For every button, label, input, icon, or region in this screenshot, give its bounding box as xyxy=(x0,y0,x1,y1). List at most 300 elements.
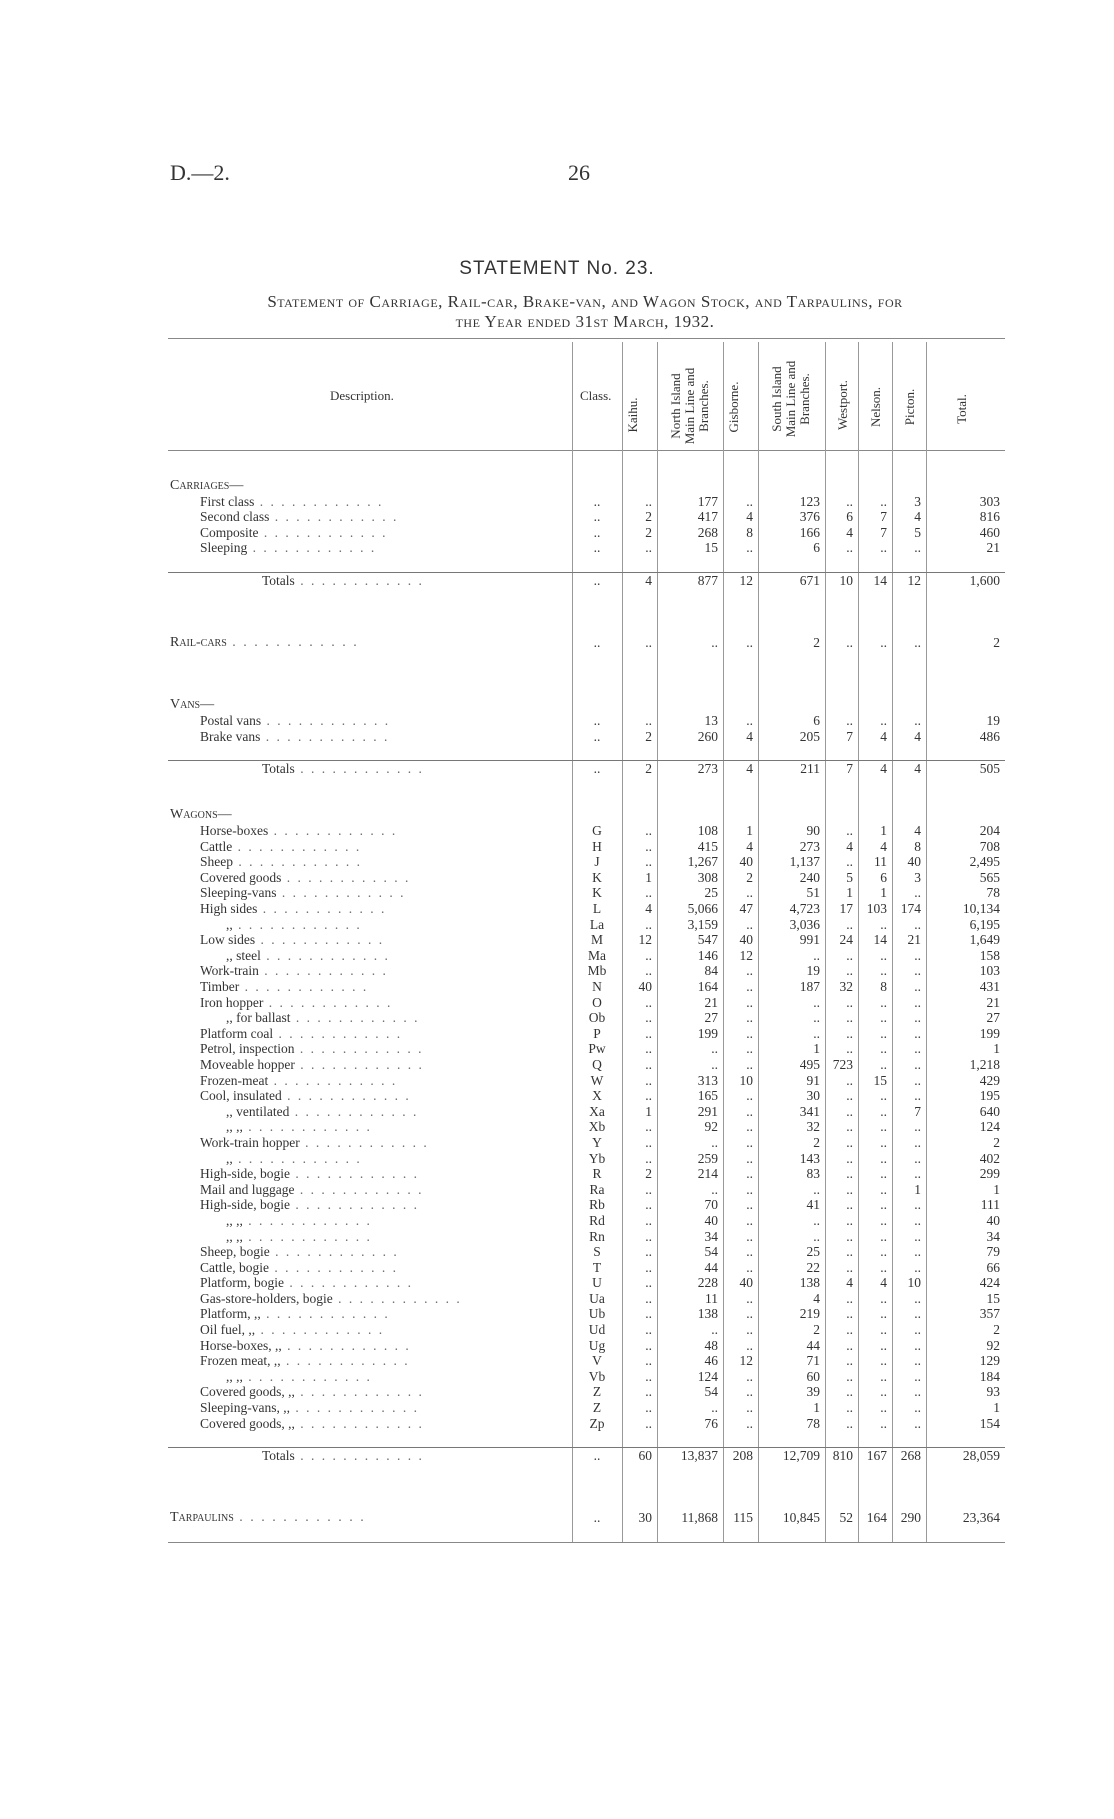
leader-dots: . . . . . . . . . . . . xyxy=(294,760,424,776)
south-island-cell: 205 xyxy=(799,728,820,744)
table-row xyxy=(168,1151,1005,1167)
picton-cell: .. xyxy=(914,1056,921,1072)
description-label: Timber xyxy=(200,979,240,994)
description-label: Moveable hopper xyxy=(200,1056,295,1072)
table-row xyxy=(168,901,1005,917)
south-island-cell: 341 xyxy=(799,1103,820,1119)
class-cell: J xyxy=(594,854,600,870)
westport-cell: 810 xyxy=(825,1447,858,1463)
description-label: Petrol, inspection xyxy=(200,1041,295,1057)
description-cell xyxy=(168,525,572,541)
picton-cell: .. xyxy=(914,1368,921,1384)
south-island-cell: 1 xyxy=(813,1041,820,1057)
north-island-cell: 1,267 xyxy=(687,854,718,870)
north-island-cell: 11 xyxy=(705,1290,718,1306)
north-island-cell: 44 xyxy=(704,1259,718,1275)
class-cell: .. xyxy=(593,634,601,650)
nelson-cell: 4 xyxy=(880,838,887,854)
class-cell: H xyxy=(592,838,602,854)
picton-cell: .. xyxy=(914,885,921,901)
class-cell: M xyxy=(590,932,603,948)
picton-cell: .. xyxy=(914,979,921,994)
gisborne-cell: 208 xyxy=(723,1447,758,1463)
north-island-cell: 164 xyxy=(697,979,718,994)
gisborne-cell: 8 xyxy=(746,524,753,540)
kaihu-cell xyxy=(622,697,657,713)
south-island-cell: .. xyxy=(813,947,820,963)
south-island-cell: 2 xyxy=(813,1322,820,1338)
nelson-cell: .. xyxy=(880,1056,887,1072)
class-cell: V xyxy=(592,1353,602,1369)
south-island-cell: 60 xyxy=(806,1368,820,1384)
total-cell: 565 xyxy=(979,869,1000,885)
north-island-cell: 5,066 xyxy=(687,901,718,917)
nelson-cell: 4 xyxy=(858,760,892,776)
westport-cell: .. xyxy=(846,712,853,728)
description-cell xyxy=(168,807,572,823)
nelson-cell: 7 xyxy=(880,509,887,525)
picton-cell: .. xyxy=(914,1415,921,1431)
leader-dots: . . . . . . . . . . . . xyxy=(290,1197,419,1213)
class-cell: Xa xyxy=(589,1103,605,1119)
north-island-cell: 273 xyxy=(657,760,723,776)
gisborne-cell: .. xyxy=(746,1056,753,1072)
class-cell: Ob xyxy=(588,1010,606,1026)
nelson-cell: .. xyxy=(880,1119,887,1135)
picton-cell: .. xyxy=(914,1290,921,1306)
kaihu-cell: .. xyxy=(645,1228,652,1244)
south-island-cell: 41 xyxy=(806,1197,820,1213)
north-island-header-line-3: Branches. xyxy=(696,380,711,432)
class-cell: K xyxy=(592,869,602,885)
kaihu-cell: .. xyxy=(645,823,652,839)
class-cell: Ra xyxy=(589,1181,605,1197)
westport-cell xyxy=(825,697,858,713)
south-island-cell: 4,723 xyxy=(789,901,820,917)
picton-cell: .. xyxy=(914,1166,921,1182)
class-cell: Z xyxy=(592,1400,602,1416)
south-island-cell: 211 xyxy=(758,760,825,776)
kaihu-cell: .. xyxy=(645,854,652,870)
south-island-cell: 671 xyxy=(758,572,825,588)
section-row xyxy=(168,478,1005,494)
westport-cell: .. xyxy=(846,1103,853,1119)
westport-cell: 24 xyxy=(839,932,853,948)
westport-cell: .. xyxy=(846,1400,853,1416)
spacer-row xyxy=(168,619,1005,635)
westport-cell: .. xyxy=(846,1306,853,1322)
south-island-cell: 495 xyxy=(799,1056,820,1072)
nelson-cell: .. xyxy=(880,1134,887,1150)
description-label: Horse-boxes, ,, xyxy=(200,1337,282,1353)
total-cell: 129 xyxy=(979,1353,1000,1369)
south-island-cell: 10,845 xyxy=(782,1510,820,1526)
class-cell: .. xyxy=(593,540,601,556)
leader-dots: . . . . . . . . . . . . xyxy=(232,1150,362,1166)
description-cell xyxy=(168,1057,572,1073)
kaihu-cell: .. xyxy=(645,1197,652,1213)
gisborne-cell xyxy=(723,478,758,494)
table-row xyxy=(168,917,1005,933)
picton-cell: 4 xyxy=(914,728,921,744)
north-island-cell: 199 xyxy=(697,1025,718,1041)
kaihu-cell: 12 xyxy=(638,932,652,948)
north-island-cell: .. xyxy=(711,634,718,650)
nelson-cell: .. xyxy=(880,712,887,728)
total-cell xyxy=(926,697,1005,713)
westport-cell: 17 xyxy=(839,901,853,917)
westport-cell: .. xyxy=(846,1415,853,1431)
leader-dots: . . . . . . . . . . . . xyxy=(258,524,388,540)
description-label: Platform, ,, xyxy=(200,1306,261,1322)
south-island-header-line-3: Branches. xyxy=(797,373,812,425)
south-island-cell: 3,036 xyxy=(789,916,820,932)
spacer-cell xyxy=(168,556,1005,572)
table-row xyxy=(168,823,1005,839)
gisborne-cell xyxy=(723,697,758,713)
leader-dots: . . . . . . . . . . . . xyxy=(280,1353,410,1369)
south-island-cell xyxy=(758,697,825,713)
leader-dots: . . . . . . . . . . . . xyxy=(242,1119,372,1135)
class-cell: Pw xyxy=(588,1041,606,1057)
total-cell: 429 xyxy=(979,1072,1000,1088)
nelson-cell: .. xyxy=(880,1228,887,1244)
class-cell: Rn xyxy=(589,1228,605,1244)
leader-dots: . . . . . . . . . . . . xyxy=(289,1103,419,1119)
table-row xyxy=(168,1197,1005,1213)
kaihu-cell: .. xyxy=(645,1275,652,1291)
gisborne-cell: .. xyxy=(746,1228,753,1244)
south-island-cell: 2 xyxy=(813,634,820,650)
description-label: Covered goods, ,, xyxy=(200,1384,295,1400)
westport-cell: .. xyxy=(846,1244,853,1260)
gisborne-cell: .. xyxy=(746,634,753,650)
description-cell xyxy=(168,1384,572,1400)
south-island-cell: 143 xyxy=(799,1150,820,1166)
page-number: 26 xyxy=(568,160,590,185)
leader-dots: . . . . . . . . . . . . xyxy=(294,1415,424,1431)
picton-cell: .. xyxy=(914,1306,921,1322)
south-island-cell: 4 xyxy=(813,1290,820,1306)
spacer-row xyxy=(168,666,1005,682)
leader-dots: . . . . . . . . . . . . xyxy=(242,1368,372,1384)
table-row xyxy=(168,932,1005,948)
westport-cell: .. xyxy=(846,1088,853,1104)
description-label: Carriages— xyxy=(170,478,244,493)
north-island-cell: .. xyxy=(711,1181,718,1197)
north-island-cell: 138 xyxy=(697,1306,718,1322)
class-cell: .. xyxy=(593,712,601,728)
leader-dots: . . . . . . . . . . . . xyxy=(232,916,362,932)
picton-cell xyxy=(892,807,926,823)
total-cell: 1 xyxy=(993,1041,1000,1057)
table-row xyxy=(168,1166,1005,1182)
description-cell xyxy=(168,1197,572,1213)
table-row xyxy=(168,1244,1005,1260)
table-row xyxy=(168,1291,1005,1307)
picton-column-header: Picton. xyxy=(902,388,917,426)
kaihu-cell xyxy=(622,478,657,494)
table-row xyxy=(168,885,1005,901)
table-row xyxy=(168,995,1005,1011)
picton-cell: .. xyxy=(914,994,921,1010)
class-cell: X xyxy=(592,1088,602,1104)
westport-cell: .. xyxy=(846,1181,853,1197)
spacer-cell xyxy=(168,744,1005,760)
leader-dots: . . . . . . . . . . . . xyxy=(260,728,390,744)
picton-cell: .. xyxy=(914,1088,921,1104)
description-label: Vans— xyxy=(170,697,215,713)
class-cell: O xyxy=(592,994,602,1010)
class-cell xyxy=(572,478,622,494)
picton-cell: 5 xyxy=(914,524,921,540)
nelson-cell: 6 xyxy=(880,869,887,885)
nelson-cell: 14 xyxy=(858,572,892,588)
description-label: Cool, insulated xyxy=(200,1088,282,1104)
north-island-cell: 27 xyxy=(704,1010,718,1026)
gisborne-cell: .. xyxy=(746,1150,753,1166)
spacer-cell xyxy=(168,776,1005,792)
description-cell xyxy=(168,494,572,510)
description-cell xyxy=(168,1088,572,1104)
westport-column-header: Westport. xyxy=(835,380,850,430)
picton-cell xyxy=(892,697,926,713)
westport-cell: .. xyxy=(846,916,853,932)
description-label: ,, ventilated xyxy=(226,1103,290,1119)
section-row xyxy=(168,635,1005,651)
westport-cell: 723 xyxy=(832,1056,853,1072)
total-cell: 505 xyxy=(926,760,1005,776)
nelson-cell: .. xyxy=(880,634,887,650)
north-island-cell: 291 xyxy=(697,1103,718,1119)
south-island-cell: .. xyxy=(813,1228,820,1244)
nelson-cell: .. xyxy=(880,1041,887,1057)
gisborne-cell xyxy=(723,807,758,823)
table-row xyxy=(168,1010,1005,1026)
picton-cell: .. xyxy=(914,1228,921,1244)
total-cell: 15 xyxy=(986,1290,1000,1306)
total-cell: 40 xyxy=(986,1212,1000,1228)
total-cell: 402 xyxy=(979,1150,1000,1166)
nelson-cell: 103 xyxy=(866,901,887,917)
description-label: ,, for ballast xyxy=(226,1010,291,1026)
description-cell xyxy=(168,760,572,776)
north-island-cell: .. xyxy=(711,1056,718,1072)
spacer-cell xyxy=(168,1431,1005,1447)
spacer-cell xyxy=(168,1495,1005,1511)
document-reference: D.—2. xyxy=(170,160,230,185)
spacer-cell xyxy=(168,588,1005,604)
south-island-cell: 6 xyxy=(813,540,820,556)
gisborne-cell: 4 xyxy=(746,838,753,854)
description-label: First class xyxy=(200,493,255,509)
description-cell xyxy=(168,540,572,556)
north-island-cell xyxy=(657,807,723,823)
kaihu-cell: 1 xyxy=(645,1103,652,1119)
westport-cell: .. xyxy=(846,963,853,979)
spacer-cell xyxy=(168,792,1005,808)
description-label: Sleeping-vans, ,, xyxy=(200,1400,290,1416)
table-row xyxy=(168,854,1005,870)
gisborne-cell: 40 xyxy=(739,854,753,870)
spacer-row xyxy=(168,1495,1005,1511)
total-cell: 195 xyxy=(979,1088,1000,1104)
nelson-cell: .. xyxy=(880,1306,887,1322)
description-cell xyxy=(168,1400,572,1416)
south-island-cell: 219 xyxy=(799,1306,820,1322)
leader-dots: . . . . . . . . . . . . xyxy=(233,1510,366,1526)
picton-cell: 4 xyxy=(914,509,921,525)
description-cell xyxy=(168,1447,572,1463)
kaihu-cell: .. xyxy=(645,1134,652,1150)
leader-dots: . . . . . . . . . . . . xyxy=(284,1275,413,1291)
total-cell: 6,195 xyxy=(969,916,1000,932)
class-cell: .. xyxy=(593,1510,601,1526)
picton-cell: 40 xyxy=(907,854,921,870)
picton-cell: .. xyxy=(914,540,921,556)
picton-cell: .. xyxy=(914,1072,921,1088)
description-cell xyxy=(168,1041,572,1057)
leader-dots: . . . . . . . . . . . . xyxy=(263,994,393,1010)
leader-dots: . . . . . . . . . . . . xyxy=(290,1400,419,1416)
description-label: Second class xyxy=(200,509,270,525)
south-island-cell: 240 xyxy=(799,869,820,885)
westport-cell: .. xyxy=(846,1072,853,1088)
table-row xyxy=(168,870,1005,886)
gisborne-cell: 2 xyxy=(746,869,753,885)
leader-dots: . . . . . . . . . . . . xyxy=(257,901,387,917)
class-cell: La xyxy=(589,916,605,932)
nelson-cell: .. xyxy=(880,1150,887,1166)
class-cell: Rb xyxy=(589,1197,605,1213)
description-cell xyxy=(168,1416,572,1432)
south-island-cell: 376 xyxy=(799,509,820,525)
total-column-header: Total. xyxy=(954,394,969,424)
table-row xyxy=(168,839,1005,855)
picton-cell: 4 xyxy=(914,823,921,839)
nelson-cell: .. xyxy=(880,963,887,979)
leader-dots: . . . . . . . . . . . . xyxy=(276,885,406,901)
westport-cell: .. xyxy=(846,1353,853,1369)
nelson-cell: 4 xyxy=(880,1275,887,1291)
description-label: High-side, bogie xyxy=(200,1197,290,1213)
picton-cell: .. xyxy=(914,947,921,963)
westport-cell: 7 xyxy=(846,728,853,744)
nelson-cell: .. xyxy=(880,1415,887,1431)
north-island-cell: 76 xyxy=(704,1415,718,1431)
picton-cell: 10 xyxy=(907,1275,921,1291)
description-label: ,, ,, xyxy=(226,1228,243,1244)
nelson-cell: .. xyxy=(880,493,887,509)
spacer-row xyxy=(168,588,1005,604)
south-island-cell: .. xyxy=(813,1212,820,1228)
stock-table xyxy=(168,478,1005,1526)
total-cell: 1,649 xyxy=(969,932,1000,948)
westport-cell: .. xyxy=(846,1010,853,1026)
table-row xyxy=(168,494,1005,510)
leader-dots: . . . . . . . . . . . . xyxy=(268,823,398,839)
table-row xyxy=(168,1260,1005,1276)
north-island-header-line-1: North Island xyxy=(668,373,683,439)
description-label: Cattle, bogie xyxy=(200,1259,269,1275)
spacer-row xyxy=(168,682,1005,698)
nelson-cell: .. xyxy=(880,1384,887,1400)
description-label: Gas-store-holders, bogie xyxy=(200,1290,333,1306)
description-cell xyxy=(168,901,572,917)
class-cell: Mb xyxy=(587,963,607,979)
description-label: Totals xyxy=(262,1447,295,1463)
gisborne-cell: .. xyxy=(746,963,753,979)
north-island-cell: 547 xyxy=(697,932,718,948)
north-island-cell: 177 xyxy=(697,493,718,509)
westport-cell: .. xyxy=(846,1368,853,1384)
westport-cell: .. xyxy=(846,1212,853,1228)
description-cell xyxy=(168,1338,572,1354)
westport-cell: 7 xyxy=(825,760,858,776)
south-island-cell: 1 xyxy=(813,1400,820,1416)
leader-dots: . . . . . . . . . . . . xyxy=(255,932,385,948)
total-cell: 1,218 xyxy=(969,1056,1000,1072)
nelson-cell: 7 xyxy=(880,524,887,540)
leader-dots: . . . . . . . . . . . . xyxy=(254,493,384,509)
description-label: Tarpaulins xyxy=(170,1510,234,1526)
total-cell: 204 xyxy=(979,823,1000,839)
class-cell: Xb xyxy=(588,1119,606,1135)
description-label: ,, xyxy=(226,1150,233,1166)
gisborne-cell: .. xyxy=(746,1384,753,1400)
westport-cell: .. xyxy=(846,1025,853,1041)
south-island-cell: 30 xyxy=(806,1088,820,1104)
kaihu-cell: .. xyxy=(645,1056,652,1072)
table-row xyxy=(168,948,1005,964)
westport-cell: .. xyxy=(846,854,853,870)
class-cell: Z xyxy=(592,1384,602,1400)
kaihu-cell: .. xyxy=(645,1119,652,1135)
north-island-cell: 46 xyxy=(704,1353,718,1369)
south-island-cell: 1,137 xyxy=(789,854,820,870)
westport-cell: .. xyxy=(846,1259,853,1275)
gisborne-cell: .. xyxy=(746,540,753,556)
leader-dots: . . . . . . . . . . . . xyxy=(268,1259,398,1275)
description-label: Covered goods xyxy=(200,869,282,885)
gisborne-cell: 12 xyxy=(723,572,758,588)
table-row xyxy=(168,1073,1005,1089)
description-cell xyxy=(168,1322,572,1338)
gisborne-cell: .. xyxy=(746,1041,753,1057)
description-label: Work-train hopper xyxy=(200,1134,300,1150)
kaihu-cell: .. xyxy=(645,1041,652,1057)
leader-dots: . . . . . . . . . . . . xyxy=(258,963,388,979)
north-island-cell: 11,868 xyxy=(681,1510,718,1526)
westport-cell: .. xyxy=(846,1166,853,1182)
nelson-cell: 4 xyxy=(880,728,887,744)
table-row xyxy=(168,1104,1005,1120)
picton-cell: .. xyxy=(914,916,921,932)
westport-cell: 4 xyxy=(846,524,853,540)
north-island-cell: 308 xyxy=(697,869,718,885)
spacer-row xyxy=(168,651,1005,667)
total-cell: 708 xyxy=(979,838,1000,854)
south-island-cell: .. xyxy=(813,1010,820,1026)
north-island-cell: .. xyxy=(711,1041,718,1057)
nelson-cell: .. xyxy=(880,994,887,1010)
description-label: Sleeping-vans xyxy=(200,885,277,901)
class-cell: Zp xyxy=(589,1415,605,1431)
south-island-cell: 123 xyxy=(799,493,820,509)
westport-cell: .. xyxy=(846,823,853,839)
south-island-cell: 51 xyxy=(806,885,820,901)
leader-dots: . . . . . . . . . . . . xyxy=(226,634,359,650)
